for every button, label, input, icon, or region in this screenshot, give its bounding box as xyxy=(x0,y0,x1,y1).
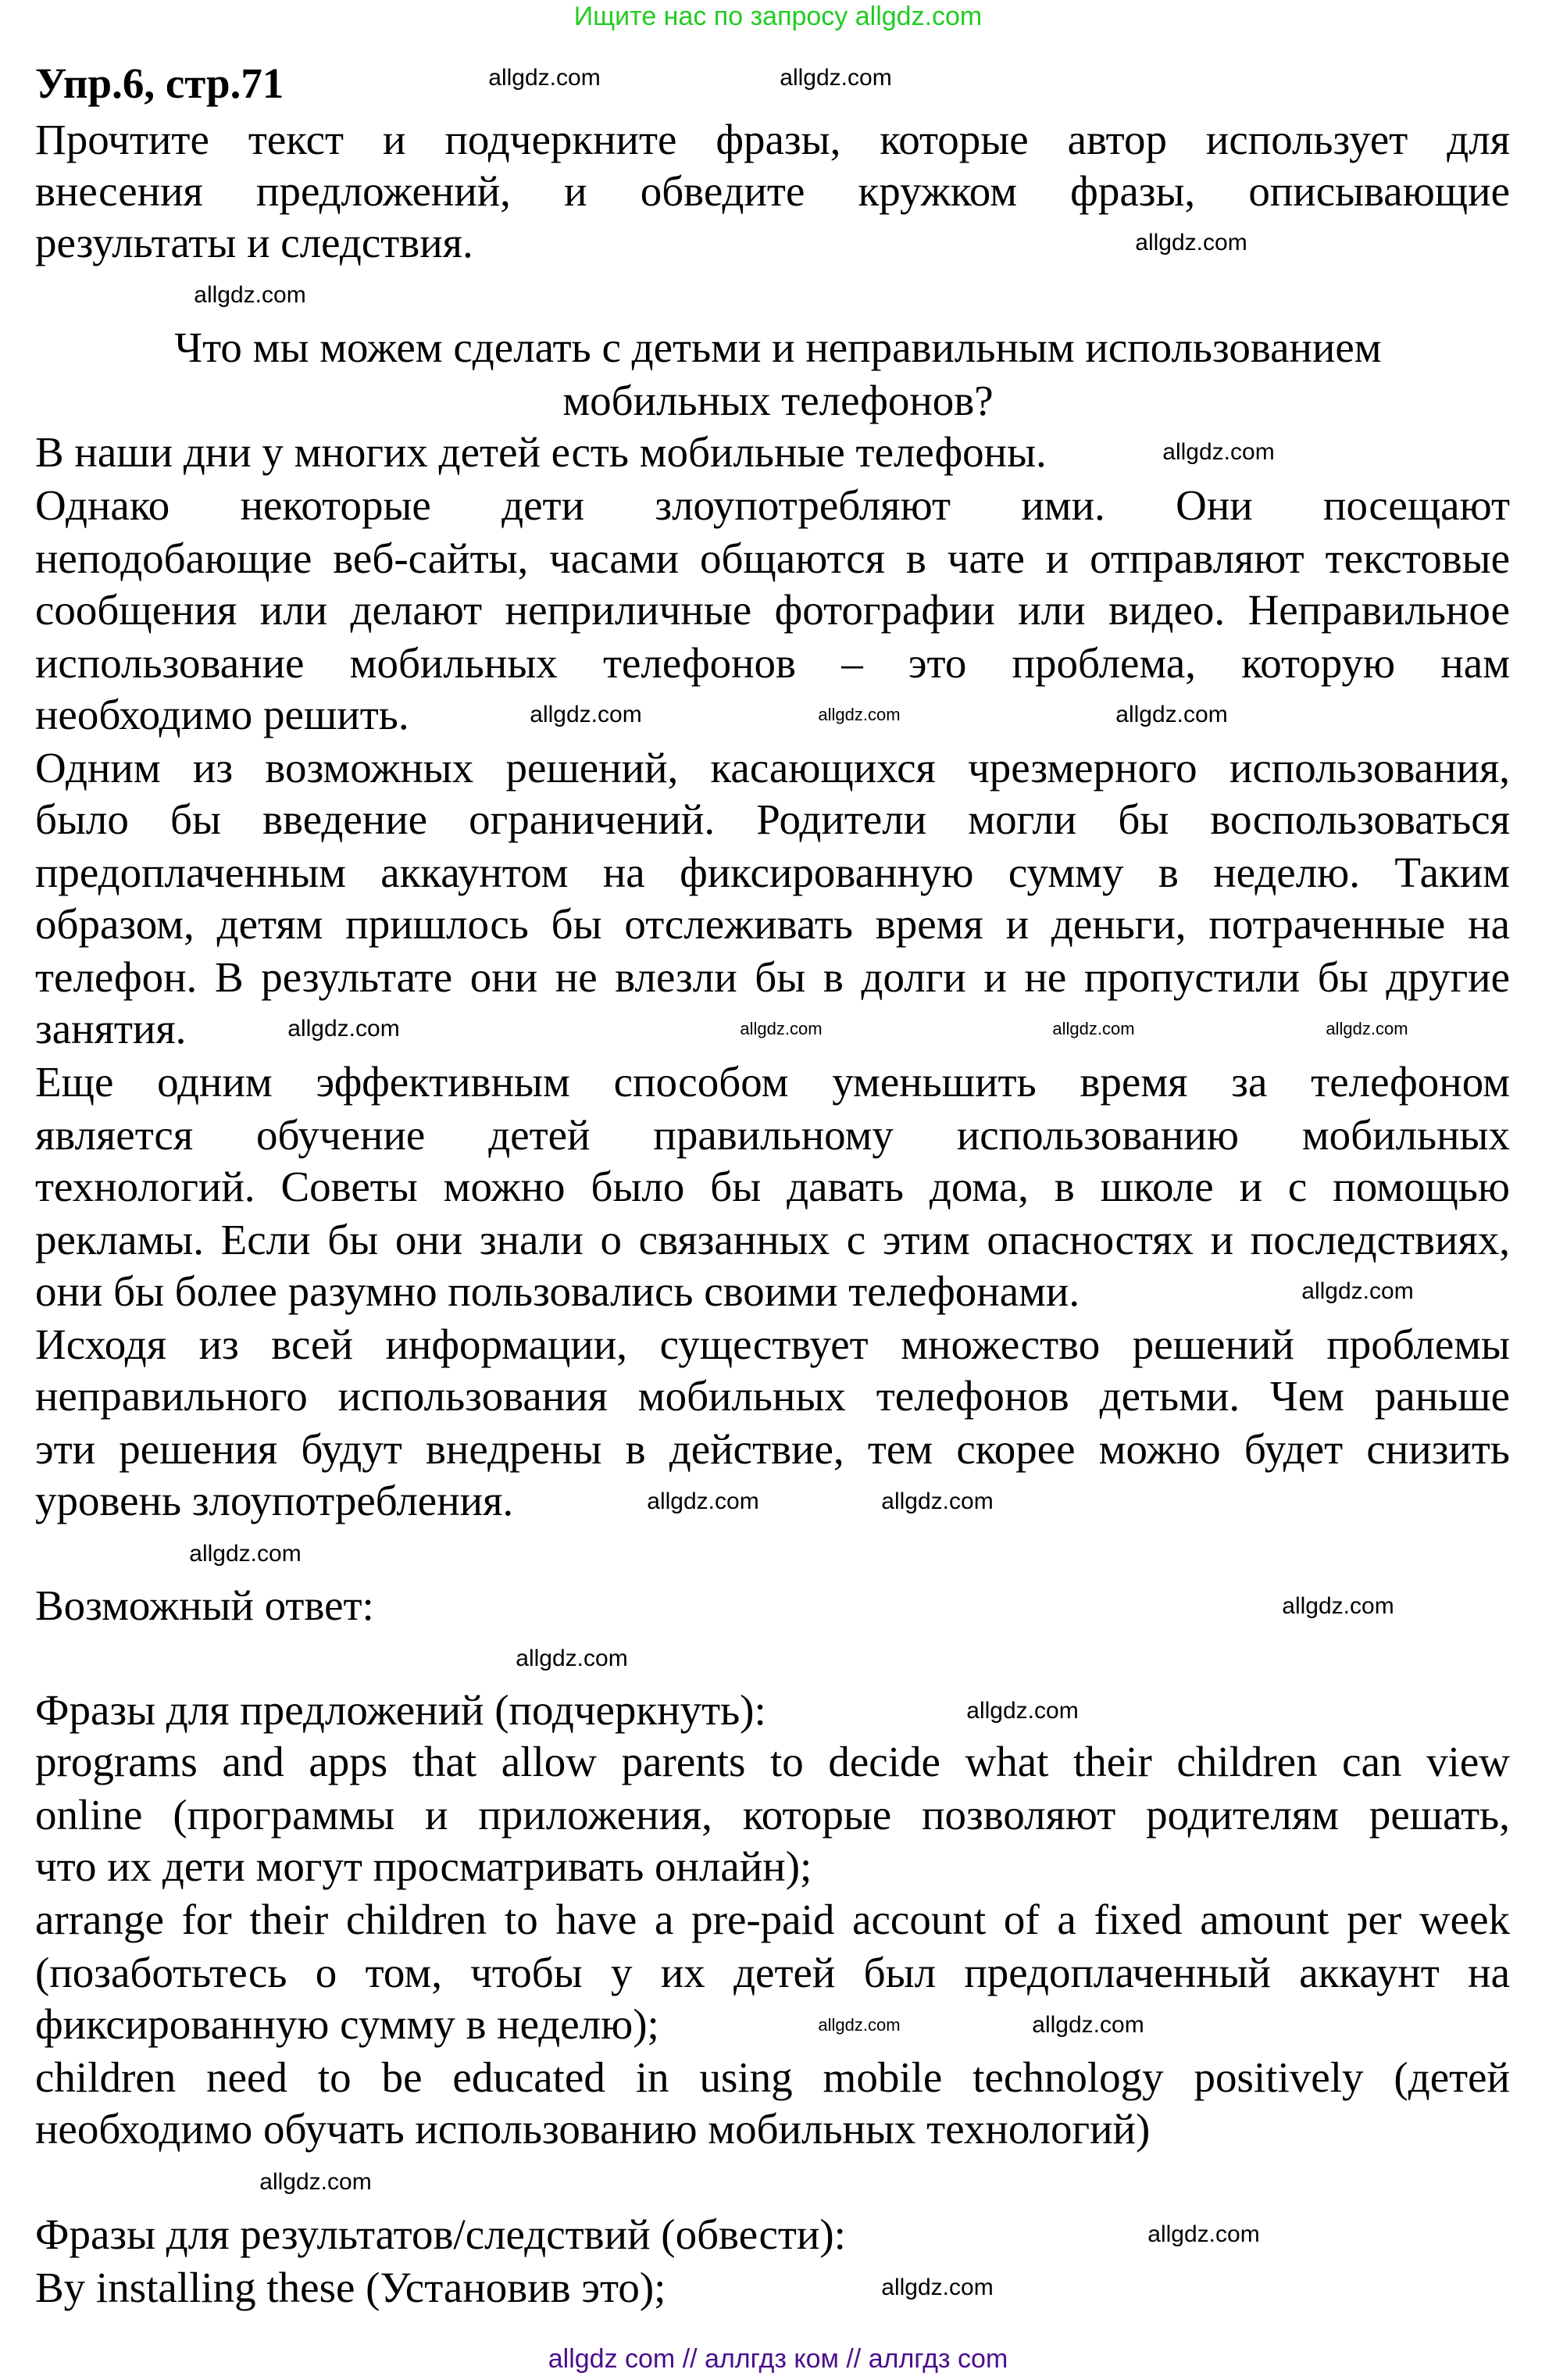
text-line: необходимо обучать использованию мобильных технологий) xyxy=(35,2105,1151,2153)
text-line: Фразы для предложений (подчеркнуть): xyxy=(35,1686,766,1734)
text-line: Фразы для результатов/следствий (обвести): xyxy=(35,2210,846,2258)
text-line: programs and apps that allow parents to decide what their children can view xyxy=(35,1738,1510,1785)
watermark: allgdz.com xyxy=(1301,1278,1414,1304)
text-line: является обучение детей правильному использованию мобильных xyxy=(35,1111,1510,1159)
text-line: children need to be educated in using mobile technology positively (детей xyxy=(35,2053,1510,2101)
watermark: allgdz.com xyxy=(966,1698,1079,1724)
text-line: неподобающие веб-сайты, часами общаются в чате и отправляют текстовые xyxy=(35,534,1510,582)
watermark: allgdz.com xyxy=(516,1646,628,1671)
watermark: allgdz.com xyxy=(287,1016,400,1042)
text-line: В наши дни у многих детей есть мобильные телефоны. xyxy=(35,428,1047,476)
watermark: allgdz.com xyxy=(1032,2012,1144,2038)
watermark: allgdz.com xyxy=(1326,1019,1408,1038)
text-line: Еще одним эффективным способом уменьшить время за телефоном xyxy=(35,1058,1510,1106)
text-line: необходимо решить. xyxy=(35,691,409,738)
watermark: allgdz.com xyxy=(1115,702,1228,727)
text-line: Одним из возможных решений, касающихся чрезмерного использования, xyxy=(35,744,1510,792)
bottom-banner: allgdz com // аллгдз ком // аллгдз com xyxy=(548,2344,1008,2374)
watermark: allgdz.com xyxy=(189,1541,302,1567)
watermark: allgdz.com xyxy=(488,65,601,91)
text-line: By installing these (Установив это); xyxy=(35,2264,666,2311)
watermark: allgdz.com xyxy=(881,2275,994,2300)
watermark: allgdz.com xyxy=(780,65,892,91)
text-line: Исходя из всей информации, существует множество решений проблемы xyxy=(35,1320,1510,1368)
text-line: они бы более разумно пользовались своими телефонами. xyxy=(35,1267,1080,1315)
text-line: было бы введение ограничений. Родители могли бы воспользоваться xyxy=(35,795,1510,843)
text-line: занятия. xyxy=(35,1005,187,1052)
watermark: allgdz.com xyxy=(1135,230,1247,256)
watermark: allgdz.com xyxy=(194,282,306,308)
text-line: Возможный ответ: xyxy=(35,1581,374,1629)
text-line: рекламы. Если бы они знали о связанных с этим опасностях и последствиях, xyxy=(35,1216,1510,1263)
text-line: что их дети могут просматривать онлайн); xyxy=(35,1842,812,1890)
text-line: предоплаченным аккаунтом на фиксированную сумму в неделю. Таким xyxy=(35,849,1510,896)
text-line: результаты и следствия. xyxy=(35,219,473,266)
watermark: allgdz.com xyxy=(1052,1019,1135,1038)
text-line: технологий. Советы можно было бы давать дома, в школе и с помощью xyxy=(35,1163,1510,1210)
text-line: уровень злоупотребления. xyxy=(35,1477,514,1524)
text-line: использование мобильных телефонов – это проблема, которую нам xyxy=(35,639,1510,687)
watermark: allgdz.com xyxy=(1147,2221,1260,2247)
watermark: allgdz.com xyxy=(1282,1593,1394,1619)
watermark: allgdz.com xyxy=(530,702,642,727)
text-line: сообщения или делают неприличные фотографии или видео. Неправильное xyxy=(35,586,1510,634)
top-banner: Ищите нас по запросу allgdz.com xyxy=(573,2,983,31)
text-line: Что мы можем сделать с детьми и неправильным использованием xyxy=(174,323,1382,371)
text-line: образом, детям пришлось бы отслеживать время и деньги, потраченные на xyxy=(35,900,1510,948)
watermark: allgdz.com xyxy=(881,1488,994,1514)
text-line: неправильного использования мобильных телефонов детьми. Чем раньше xyxy=(35,1372,1510,1420)
watermark: allgdz.com xyxy=(259,2169,372,2195)
text-line: мобильных телефонов? xyxy=(562,377,994,424)
watermark: allgdz.com xyxy=(818,705,901,724)
watermark: allgdz.com xyxy=(1162,439,1275,465)
text-line: Прочтите текст и подчеркните фразы, которые автор использует для xyxy=(35,116,1510,163)
watermark: allgdz.com xyxy=(740,1019,823,1038)
text-line: телефон. В результате они не влезли бы в долги и не пропустили бы другие xyxy=(35,953,1510,1001)
text-line: arrange for their children to have a pre-paid account of a fixed amount per week xyxy=(35,1896,1510,1943)
exercise-title: Упр.6, стр.71 xyxy=(35,59,284,107)
text-line: (позаботьтесь о том, чтобы у их детей был предоплаченный аккаунт на xyxy=(35,1949,1510,1996)
text-line: эти решения будут внедрены в действие, тем скорее можно будет снизить xyxy=(35,1425,1510,1473)
text-line: Однако некоторые дети злоупотребляют ими. Они посещают xyxy=(35,481,1510,529)
watermark: allgdz.com xyxy=(818,2015,901,2035)
text-line: фиксированную сумму в неделю); xyxy=(35,2000,659,2048)
text-line: online (программы и приложения, которые позволяют родителям решать, xyxy=(35,1791,1510,1839)
watermark: allgdz.com xyxy=(647,1488,759,1514)
text-line: внесения предложений, и обведите кружком фразы, описывающие xyxy=(35,167,1510,215)
